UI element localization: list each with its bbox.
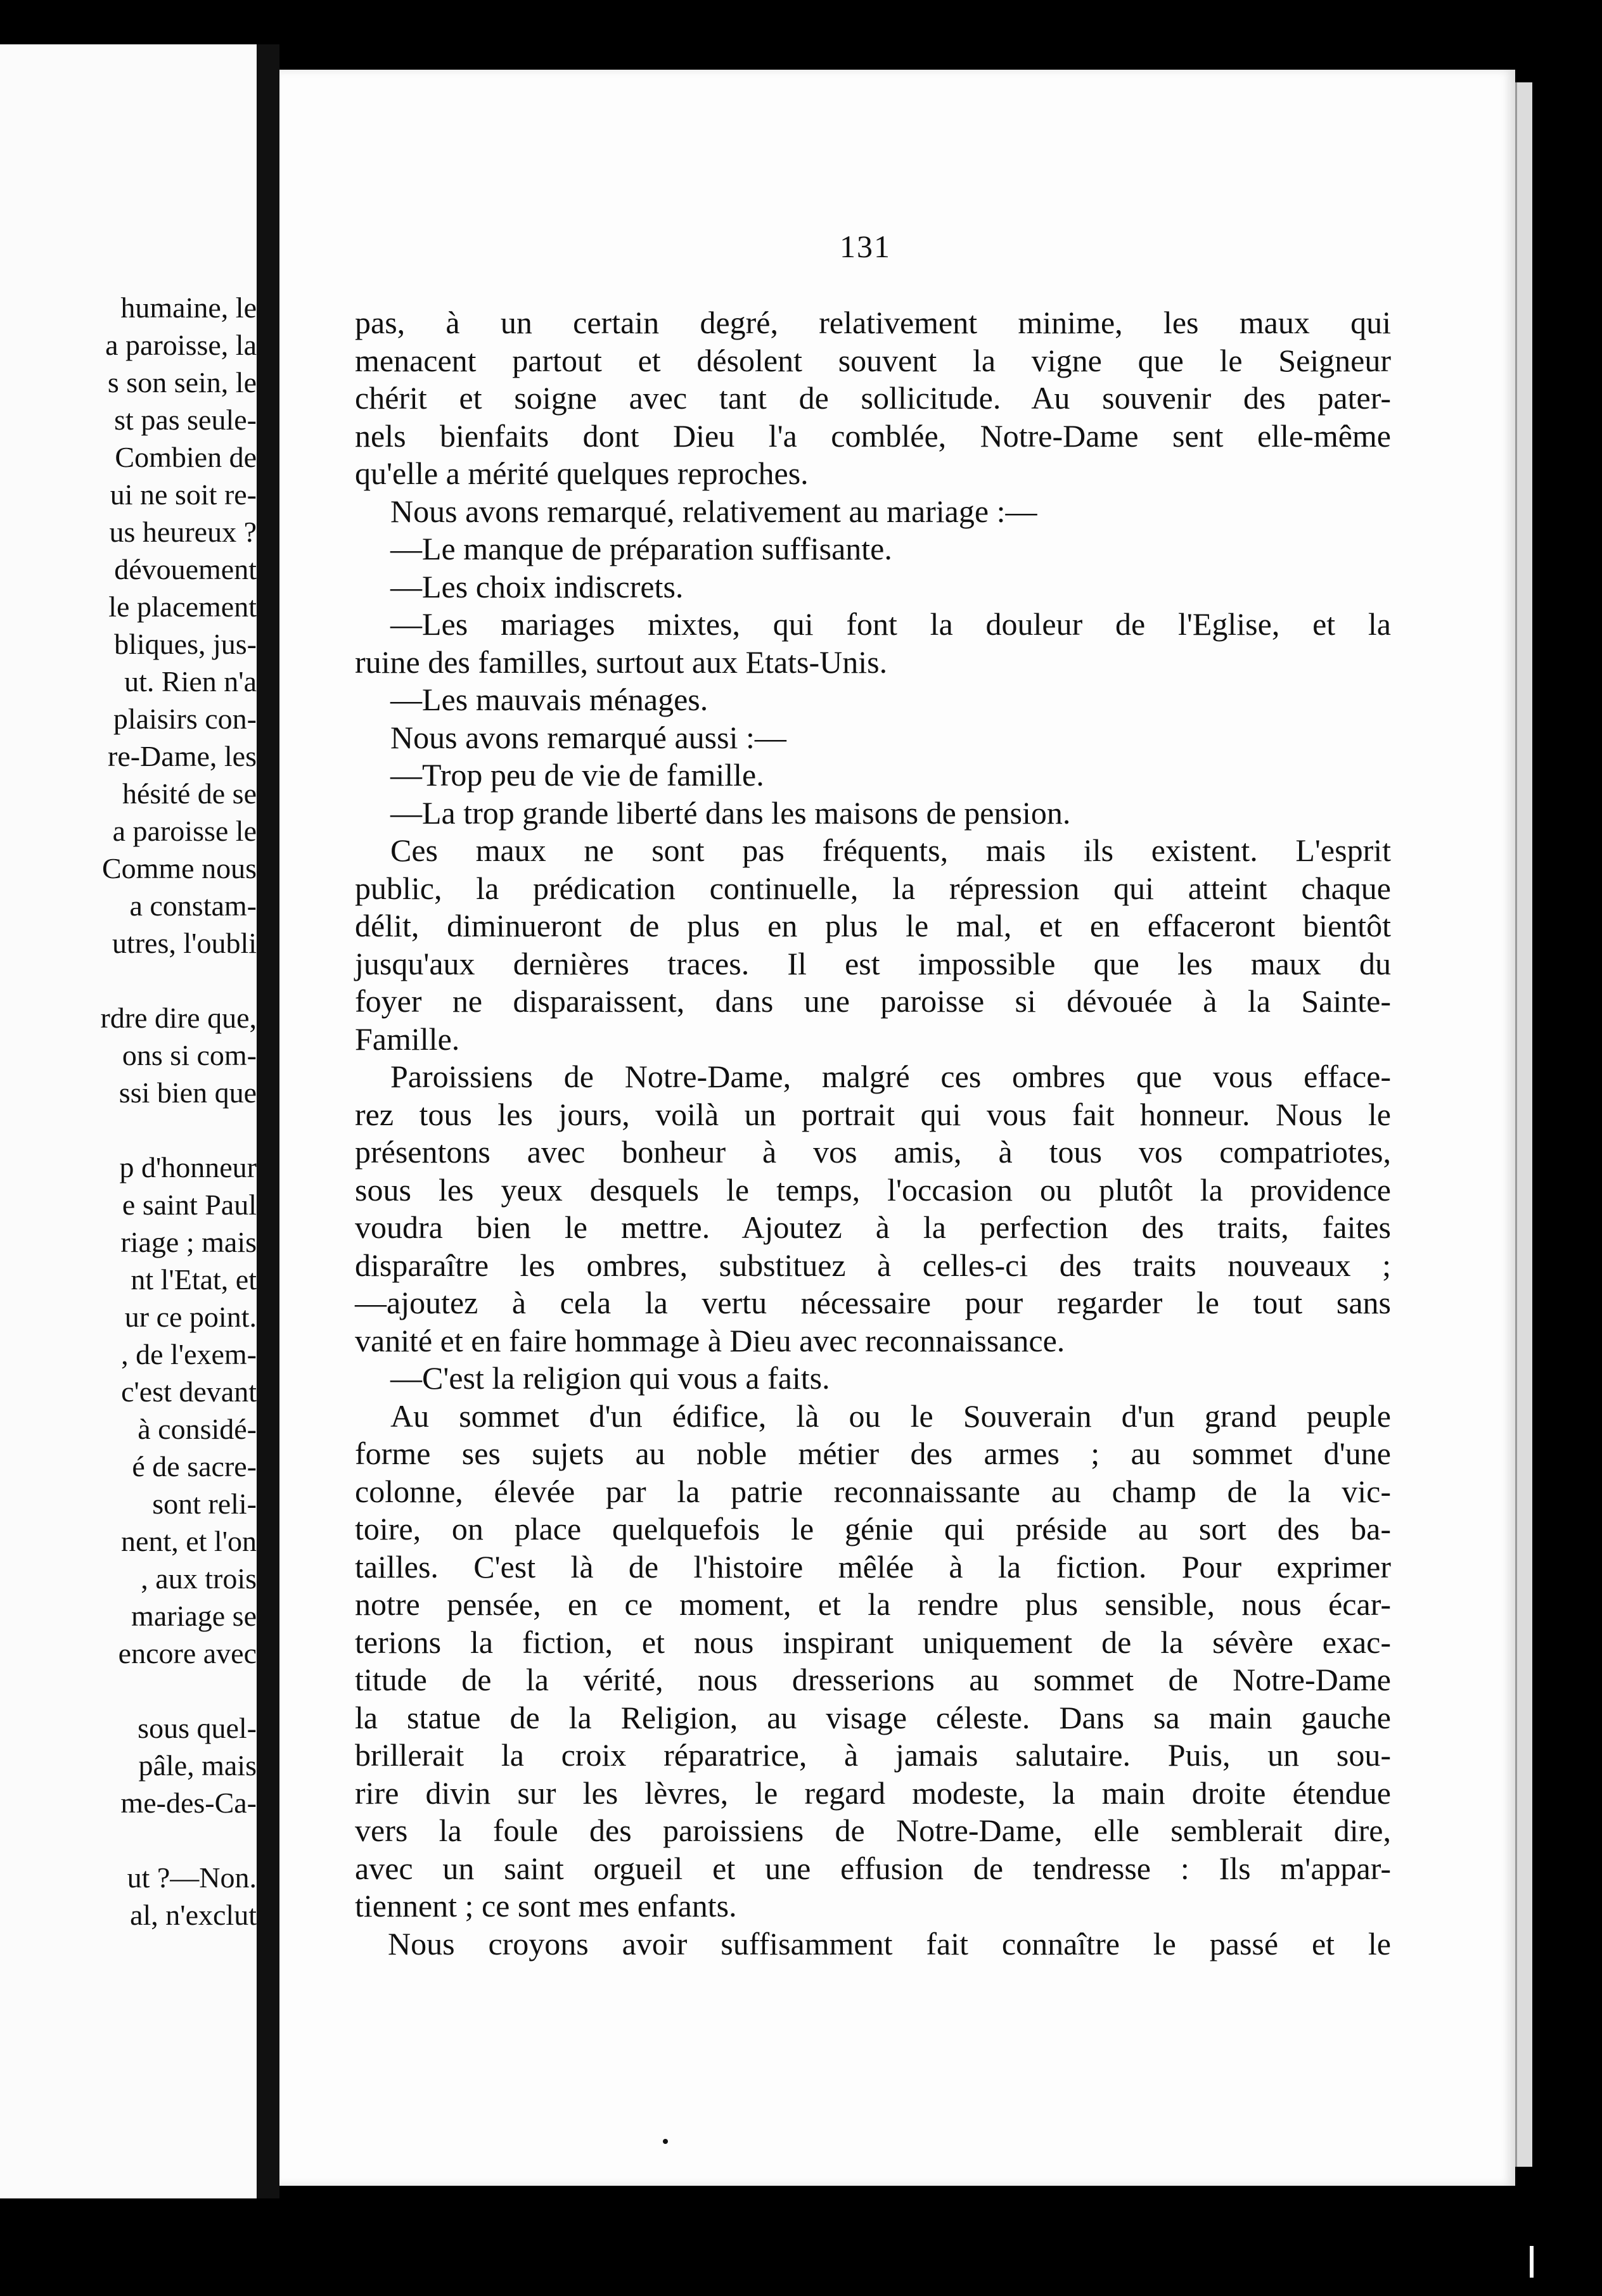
- left-page-line: sont reli-: [152, 1488, 257, 1520]
- text-line: —Les mauvais ménages.: [390, 682, 708, 717]
- left-page-line: é de sacre-: [132, 1450, 257, 1483]
- left-page-line: ssi bien que: [119, 1076, 257, 1109]
- text-line: pas, à un certain degré, relativement minime, les maux qui: [355, 305, 1391, 340]
- left-page-line: encore avec: [118, 1637, 257, 1669]
- left-page-line: Combien de: [115, 441, 257, 473]
- scan-mark: [1530, 2246, 1534, 2278]
- text-line: sous les yeux desquels le temps, l'occasion ou plutôt la providence: [355, 1171, 1391, 1208]
- text-line: Paroissiens de Notre-Dame, malgré ces ombres que vous efface-: [390, 1059, 1391, 1094]
- left-page-line: ons si com-: [122, 1039, 257, 1071]
- left-page-line: re-Dame, les: [108, 740, 257, 772]
- left-page-line: ur ce point.: [124, 1301, 257, 1333]
- left-page-line: e saint Paul: [122, 1189, 257, 1221]
- left-page-line: dévouement: [114, 553, 257, 585]
- text-line: brillerait la croix réparatrice, à jamais salutaire. Puis, un sou-: [355, 1737, 1391, 1773]
- left-page-line: plaisirs con-: [113, 703, 257, 735]
- text-line: —Les choix indiscrets.: [390, 568, 684, 604]
- book-gutter: [257, 44, 279, 2198]
- page-edge: [1515, 82, 1532, 2167]
- text-line: présentons avec bonheur à vos amis, à tous vos compatriotes,: [355, 1134, 1391, 1170]
- text-line: rire divin sur les lèvres, le regard modeste, la main droite étendue: [355, 1775, 1391, 1811]
- text-line: vanité et en faire hommage à Dieu avec reconnaissance.: [355, 1322, 1065, 1358]
- text-line: Nous avons remarqué, relativement au mariage :—: [390, 493, 1037, 529]
- left-page-line: mariage se: [131, 1600, 257, 1632]
- left-page-line: humaine, le: [120, 291, 257, 324]
- text-line: —Trop peu de vie de famille.: [390, 757, 764, 793]
- text-line: avec un saint orgueil et une effusion de tendresse : Ils m'appar-: [355, 1850, 1391, 1886]
- left-page-line: c'est devant: [121, 1375, 257, 1408]
- left-page-line: ut. Rien n'a: [124, 665, 257, 698]
- left-page-line: al, n'exclut: [130, 1899, 257, 1931]
- text-line: toire, on place quelquefois le génie qui préside au sort des ba-: [355, 1511, 1391, 1547]
- left-page-line: a constam-: [129, 890, 257, 922]
- body-text: [355, 304, 1391, 1963]
- left-page-line: a paroisse, la: [105, 329, 257, 361]
- text-line: Famille.: [355, 1021, 460, 1057]
- text-line: Ces maux ne sont pas fréquents, mais ils existent. L'esprit: [390, 832, 1391, 868]
- left-page-line: nent, et l'on: [121, 1525, 257, 1557]
- text-line: titude de la vérité, nous dresserions au sommet de Notre-Dame: [355, 1662, 1391, 1697]
- text-line: menacent partout et désolent souvent la vigne que le Seigneur: [355, 342, 1391, 378]
- text-line: la statue de la Religion, au visage céleste. Dans sa main gauche: [355, 1699, 1391, 1735]
- left-page-line: sous quel-: [138, 1712, 257, 1744]
- text-line: terions la fiction, et nous inspirant uniquement de la sévère exac-: [355, 1624, 1391, 1660]
- left-page-line: s son sein, le: [107, 366, 257, 399]
- left-page-line: à considé-: [138, 1413, 257, 1445]
- left-page-line: utres, l'oubli: [112, 927, 257, 959]
- text-line: —Le manque de préparation suffisante.: [390, 531, 892, 566]
- text-line: foyer ne disparaissent, dans une paroisse si dévouée à la Sainte-: [355, 983, 1391, 1019]
- left-page-line: rdre dire que,: [100, 1002, 257, 1034]
- left-page-line: , aux trois: [141, 1562, 257, 1595]
- text-line: tailles. C'est là de l'histoire mêlée à la fiction. Pour exprimer: [355, 1548, 1391, 1585]
- text-line: —C'est la religion qui vous a faits.: [390, 1360, 830, 1396]
- left-page-line: Comme nous: [101, 852, 257, 884]
- text-line: disparaître les ombres, substituez à celles-ci des traits nouveaux ;: [355, 1247, 1391, 1283]
- left-page-line: st pas seule-: [114, 404, 257, 436]
- text-line: —La trop grande liberté dans les maisons de pension.: [390, 794, 1071, 831]
- left-page-line: a paroisse le: [112, 815, 257, 847]
- left-page-line: hésité de se: [122, 777, 257, 810]
- left-page-line: riage ; mais: [120, 1226, 257, 1258]
- left-page-line: le placement: [108, 590, 257, 623]
- left-page-line: me-des-Ca-: [120, 1787, 257, 1819]
- left-page-line: pâle, mais: [138, 1749, 257, 1782]
- left-page-line: bliques, jus-: [114, 628, 257, 660]
- text-line: —Les mariages mixtes, qui font la douleur de l'Eglise, et la: [390, 606, 1391, 642]
- text-line: notre pensée, en ce moment, et la rendre plus sensible, nous écar-: [355, 1586, 1391, 1622]
- page-number: 131: [840, 229, 891, 264]
- text-line: ruine des familles, surtout aux Etats-Unis.: [355, 644, 888, 680]
- text-line: délit, diminueront de plus en plus le mal, et en effaceront bientôt: [355, 908, 1391, 943]
- left-page-fragment: [0, 44, 257, 2198]
- text-line: forme ses sujets au noble métier des armes ; au sommet d'une: [355, 1436, 1391, 1471]
- text-line: Au sommet d'un édifice, là ou le Souverain d'un grand peuple: [390, 1398, 1391, 1434]
- text-line: voudra bien le mettre. Ajoutez à la perfection des traits, faites: [355, 1209, 1391, 1245]
- left-page-line: nt l'Etat, et: [131, 1263, 257, 1296]
- text-line: Nous croyons avoir suffisamment fait connaître le passé et le: [388, 1925, 1391, 1961]
- left-page-line: p d'honneur: [119, 1151, 257, 1183]
- left-page-line: , de l'exem-: [121, 1338, 257, 1370]
- text-line: colonne, élevée par la patrie reconnaissante au champ de la vic-: [355, 1473, 1391, 1509]
- text-line: rez tous les jours, voilà un portrait qui vous fait honneur. Nous le: [355, 1096, 1391, 1132]
- text-line: chérit et soigne avec tant de sollicitude. Au souvenir des pater-: [355, 380, 1391, 416]
- text-line: nels bienfaits dont Dieu l'a comblée, Notre-Dame sent elle-même: [355, 418, 1391, 454]
- ink-dot: [663, 2139, 668, 2144]
- left-page-line: us heureux ?: [109, 516, 257, 548]
- left-page-line: ut ?—Non.: [127, 1861, 257, 1894]
- text-line: —ajoutez à cela la vertu nécessaire pour regarder le tout sans: [355, 1285, 1391, 1320]
- text-line: jusqu'aux dernières traces. Il est impossible que les maux du: [355, 945, 1391, 981]
- text-line: qu'elle a mérité quelques reproches.: [355, 456, 809, 491]
- text-line: tiennent ; ce sont mes enfants.: [355, 1888, 737, 1923]
- text-line: vers la foule des paroissiens de Notre-Dame, elle semblerait dire,: [355, 1813, 1391, 1848]
- text-line: public, la prédication continuelle, la répression qui atteint chaque: [355, 870, 1391, 906]
- text-line: Nous avons remarqué aussi :—: [390, 719, 786, 755]
- left-page-line: ui ne soit re-: [110, 478, 257, 511]
